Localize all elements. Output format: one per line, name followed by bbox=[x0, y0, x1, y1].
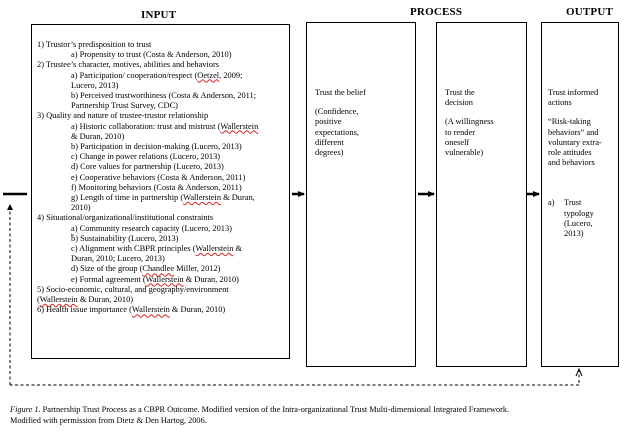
caption-figure-label: Figure 1 bbox=[10, 405, 39, 414]
output-list-line-3: (Lucero, bbox=[564, 218, 593, 228]
belief-line-2: positive bbox=[315, 117, 342, 127]
output-header: OUTPUT bbox=[566, 6, 614, 18]
output-list-line-1: Trust bbox=[564, 198, 582, 208]
input-item-3a-cont: & Duran, 2010) bbox=[71, 131, 125, 141]
output-title-1: Trust informed bbox=[548, 88, 599, 97]
figure-caption bbox=[10, 405, 620, 426]
decision-title-2: decision bbox=[445, 98, 473, 108]
input-item-4: 4) Situational/organizational/institutional constraints bbox=[37, 213, 214, 223]
output-list-marker: a) bbox=[548, 198, 555, 208]
input-item-3d: d) Core values for partnership (Lucero, 2013) bbox=[71, 162, 224, 172]
belief-line-5: degrees) bbox=[315, 148, 344, 158]
output-line-1: “Risk-taking bbox=[548, 117, 591, 127]
input-item-4d: d) Size of the group (Chandlee Miller, 2012) bbox=[71, 264, 221, 274]
process-header: PROCESS bbox=[410, 6, 463, 18]
input-item-3g: g) Length of time in partnership (Wallerstein & Duran, bbox=[71, 193, 255, 203]
belief-line-1: (Confidence, bbox=[315, 107, 359, 117]
input-item-4e: e) Formal agreement (Wallerstein & Duran, 2010) bbox=[71, 274, 239, 284]
input-item-3c: c) Change in power relations (Lucero, 2013) bbox=[71, 152, 221, 162]
input-item-6: 6) Health issue importance (Wallerstein & Duran, 2010) bbox=[37, 305, 226, 315]
caption-line-2: Modified with permission from Dietz & Den Hartog, 2006. bbox=[10, 415, 207, 425]
decision-line-4: vulnerable) bbox=[445, 148, 484, 158]
input-item-3a: a) Historic collaboration: trust and mistrust (Wallerstein bbox=[71, 121, 259, 131]
input-item-4c: c) Alignment with CBPR principles (Wallerstein & bbox=[71, 244, 243, 254]
input-header: INPUT bbox=[141, 9, 177, 21]
input-item-4b: b) Sustainability (Lucero, 2013) bbox=[71, 233, 179, 243]
output-list-line-2: typology bbox=[564, 208, 594, 218]
input-item-5-cont: (Wallerstein & Duran, 2010) bbox=[37, 295, 134, 305]
decision-title-1: Trust the bbox=[445, 88, 475, 97]
output-title-2: actions bbox=[548, 98, 572, 108]
input-item-3: 3) Quality and nature of trustee-trustor relationship bbox=[37, 111, 209, 121]
feedback-loop bbox=[10, 205, 579, 385]
output-line-4: role attitudes bbox=[548, 148, 592, 158]
input-item-2b: b) Perceived trustworthiness (Costa & Anderson, 2011; bbox=[71, 91, 257, 101]
belief-line-3: expectations, bbox=[315, 127, 359, 137]
input-item-3b: b) Participation in decision-making (Lucero, 2013) bbox=[71, 142, 242, 152]
input-item-3f: f) Monitoring behaviors (Costa & Anderson, 2011) bbox=[71, 182, 242, 192]
caption-line-1: Figure 1. Partnership Trust Process as a CBPR Outcome. Modified version of the Intra-organizational Trust Multi-dimensional Integrated Framework. bbox=[10, 405, 510, 414]
input-item-3e: e) Cooperative behaviors (Costa & Anderson, 2011) bbox=[71, 172, 246, 182]
output-line-5: and behaviors bbox=[548, 158, 595, 168]
input-item-2b-cont: Partnership Trust Survey, CDC) bbox=[71, 101, 178, 111]
output-line-2: behaviors” and bbox=[548, 127, 599, 137]
decision-line-3: oneself bbox=[445, 137, 470, 147]
input-item-2a-cont: Lucero, 2013) bbox=[71, 80, 119, 90]
decision-line-1: (A willingness bbox=[445, 117, 494, 127]
output-list-line-4: 2013) bbox=[564, 229, 584, 239]
input-item-2a: a) Participation/ cooperation/respect (Oetzel, 2009; bbox=[71, 70, 243, 80]
input-item-4a: a) Community research capacity (Lucero, 2013) bbox=[71, 223, 232, 233]
input-item-3g-cont: 2010) bbox=[71, 203, 91, 213]
output-line-3: voluntary extra- bbox=[548, 137, 602, 147]
input-item-4c-cont: Duran, 2010; Lucero, 2013) bbox=[71, 254, 165, 264]
input-item-1: 1) Trustor’s predisposition to trust bbox=[37, 40, 152, 49]
input-item-5: 5) Socio-economic, cultural, and geography/environment bbox=[37, 284, 229, 294]
input-item-2: 2) Trustee’s character, motives, abilities and behaviors bbox=[37, 60, 220, 70]
input-item-1a: a) Propensity to trust (Costa & Anderson, 2010) bbox=[71, 50, 232, 60]
belief-line-4: different bbox=[315, 137, 344, 147]
belief-title: Trust the belief bbox=[315, 88, 366, 97]
decision-line-2: to render bbox=[445, 127, 475, 137]
